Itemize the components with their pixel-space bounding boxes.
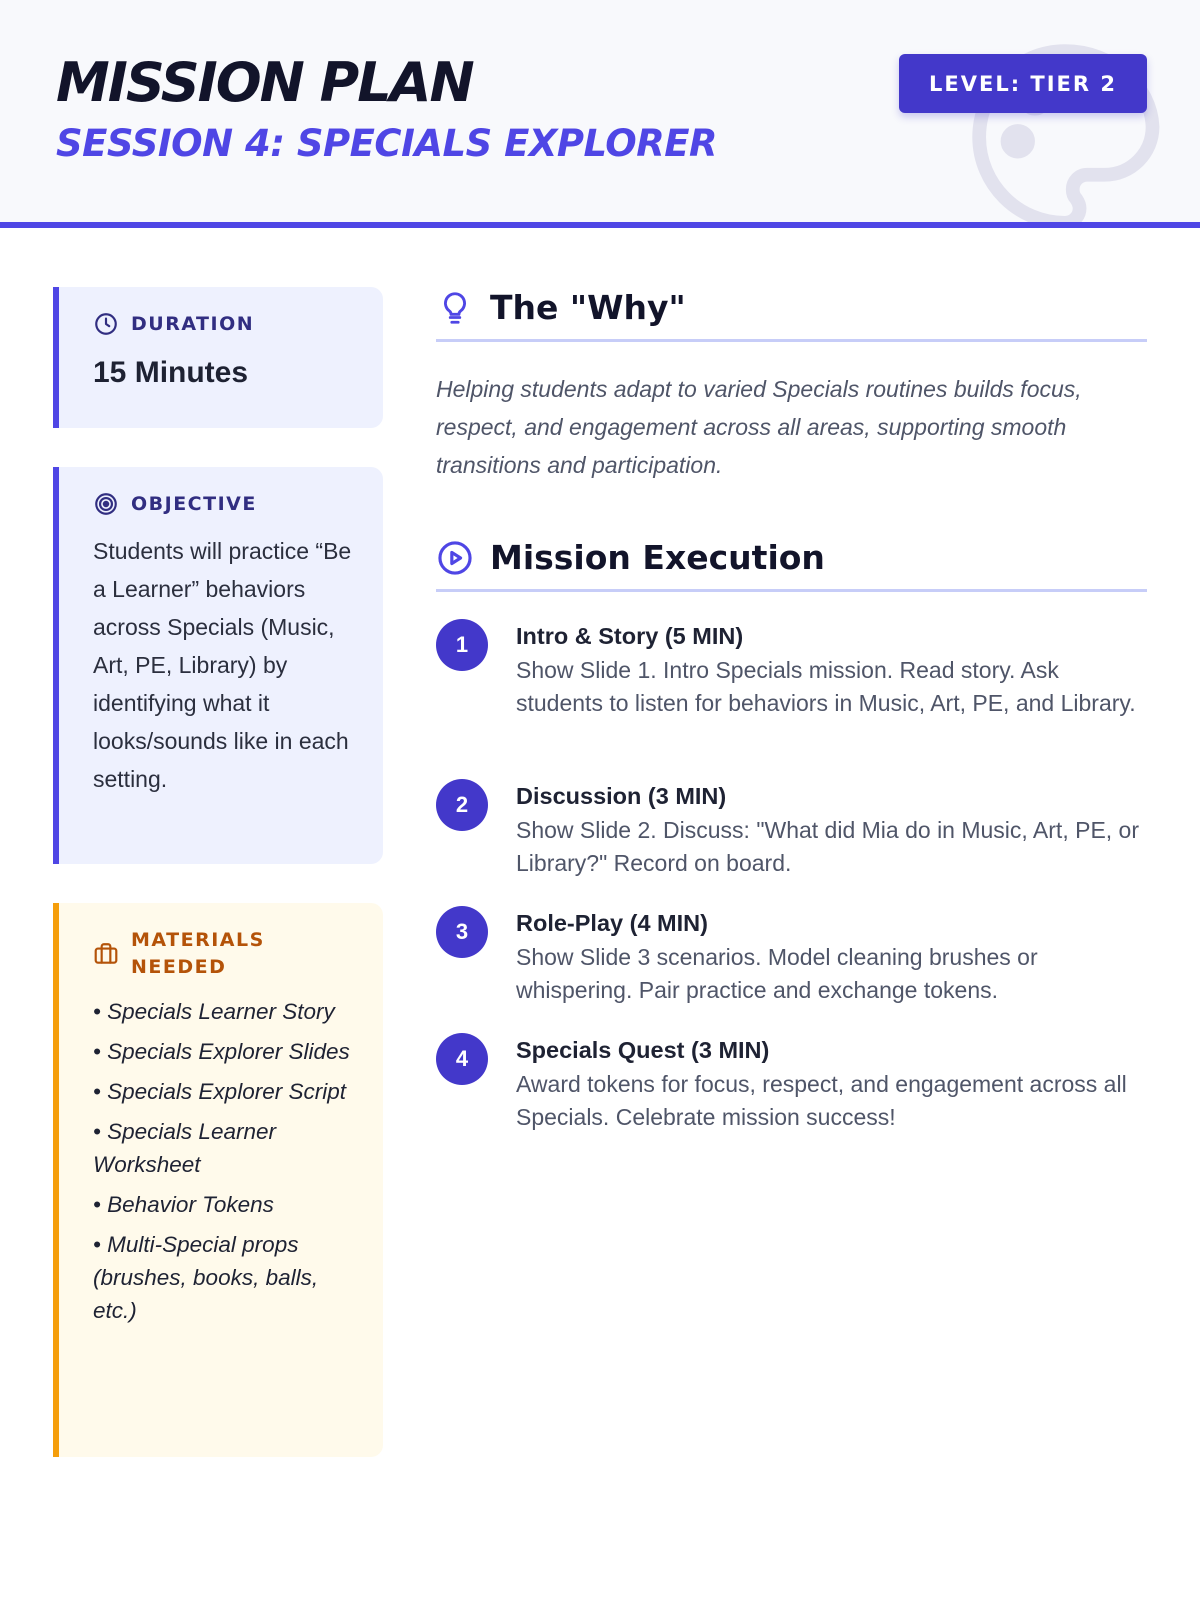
materials-label-line2: NEEDED [131,956,227,978]
material-item: • Behavior Tokens [93,1192,274,1217]
materials-list [93,995,359,1327]
why-text: Helping students adapt to varied Specials routines builds focus, respect, and engagement across all areas, supporting smooth transitions and participation. [436,376,1082,478]
level-badge: LEVEL: TIER 2 [899,54,1147,113]
briefcase-icon [93,941,119,967]
step-item [436,621,1147,720]
step-number: 2 [436,779,488,831]
step-title: Intro & Story (5 MIN) [516,623,744,649]
step-item [436,781,1147,880]
objective-label: OBJECTIVE [131,493,257,515]
material-item: • Multi-Special props (brushes, books, balls, etc.) [93,1232,319,1323]
material-item: • Specials Learner Worksheet [93,1119,276,1177]
header [0,0,1200,228]
page-title: MISSION PLAN [56,51,473,114]
step-title: Discussion (3 MIN) [516,783,727,809]
why-section-header [436,288,1147,342]
step-title: Role-Play (4 MIN) [516,910,708,936]
material-item: • Specials Learner Story [93,999,335,1024]
execution-section-header [436,538,1147,592]
duration-value: 15 Minutes [93,356,249,389]
play-circle-icon [436,539,474,577]
step-number: 3 [436,906,488,958]
step-number: 1 [436,619,488,671]
objective-text: Students will practice “Be a Learner” behaviors across Specials (Music, Art, PE, Library) by identifying what it looks/sounds like in each setting. [93,538,352,792]
step-item [436,1035,1147,1134]
duration-card [53,287,383,428]
objective-card [53,467,383,864]
step-text: Show Slide 3 scenarios. Model cleaning brushes or whispering. Pair practice and exchange tokens. [516,944,1038,1003]
target-icon [93,491,119,517]
step-number: 4 [436,1033,488,1085]
step-text: Show Slide 1. Intro Specials mission. Read story. Ask students to listen for behaviors in Music, Art, PE, and Library. [516,657,1136,716]
duration-label: DURATION [131,313,255,335]
clock-icon [93,311,119,337]
step-text: Show Slide 2. Discuss: "What did Mia do in Music, Art, PE, or Library?" Record on board. [516,817,1140,876]
material-item: • Specials Explorer Script [93,1079,346,1104]
step-item [436,908,1147,1007]
step-text: Award tokens for focus, respect, and engagement across all Specials. Celebrate mission success! [516,1071,1127,1130]
materials-card [53,903,383,1457]
lightbulb-icon [436,289,474,327]
materials-label-line1: MATERIALS [131,929,265,951]
page-subtitle: SESSION 4: SPECIALS EXPLORER [56,122,717,165]
step-title: Specials Quest (3 MIN) [516,1037,770,1063]
execution-title: Mission Execution [490,538,825,577]
why-title: The "Why" [490,288,686,327]
material-item: • Specials Explorer Slides [93,1039,350,1064]
